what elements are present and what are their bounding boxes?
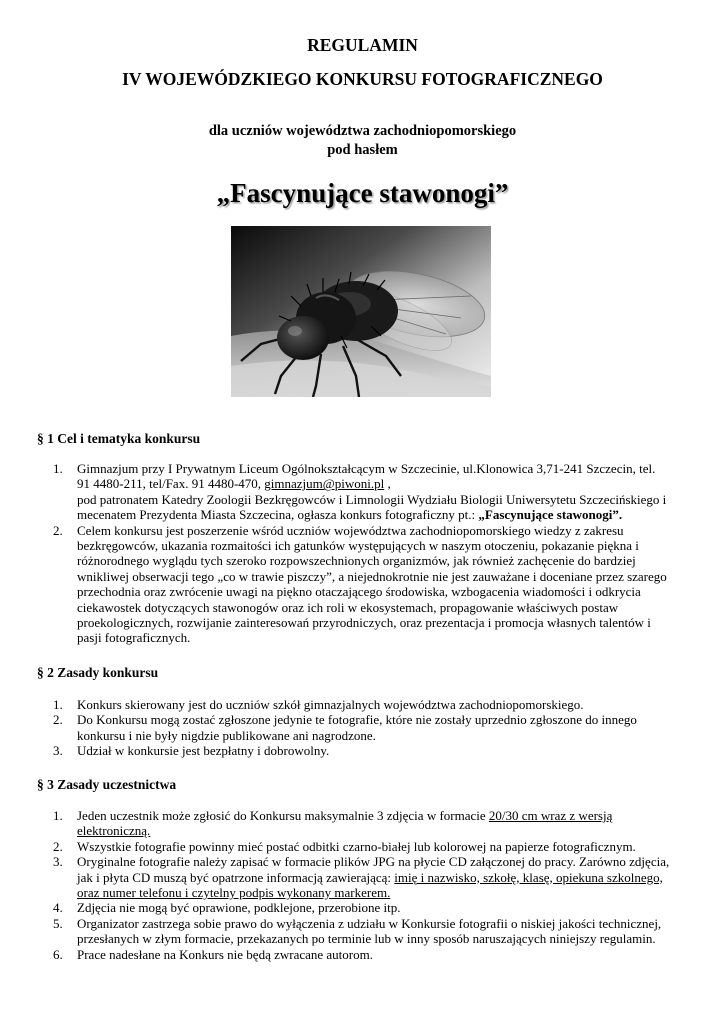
list-item — [53, 697, 693, 712]
item-line: mecenatem Prezydenta Miasta Szczecina, ogłasza konkurs fotograficzny pt.: „Fascynujące stawonogi”. — [77, 507, 623, 523]
item-line: Jeden uczestnik może zgłosić do Konkursu maksymalnie 3 zdjęcia w formacie 20/30 cm wraz z wersją — [77, 808, 613, 823]
item-number: 3. — [53, 743, 63, 759]
item-line: proekologicznych, rozwijanie zainteresowań przyrodniczych, oraz prezentacja i promocja własnych talentów i — [77, 615, 651, 631]
list-item — [53, 523, 693, 646]
section-3-heading: § 3 Zasady uczestnictwa — [37, 777, 177, 792]
item-number: 1. — [53, 697, 63, 712]
contest-motto: „Fascynujące stawonogi” — [216, 178, 509, 208]
list-item — [53, 947, 693, 962]
item-line: Prace nadesłane na Konkurs nie będą zwracane autorom. — [77, 946, 373, 962]
list-item — [53, 808, 693, 839]
contest-name: „Fascynujące stawonogi”. — [478, 507, 623, 523]
item-line: Konkurs skierowany jest do uczniów szkół gimnazjalnych województwa zachodniopomorskiego. — [77, 697, 584, 712]
list-item — [53, 916, 693, 947]
section-3-list — [53, 808, 693, 962]
email-link[interactable]: gimnazjum@piwoni.pl — [264, 476, 385, 492]
item-number: 3. — [53, 854, 63, 870]
item-line: Do Konkursu mogą zostać zgłoszone jedynie te fotografie, które nie zostały uprzednio zgłoszone do innego — [77, 712, 637, 728]
document-title: REGULAMIN — [307, 35, 418, 55]
item-number: 2. — [53, 838, 63, 854]
item-line: przechodnia oraz zwrócenie uwagi na piękno otaczającego środowiska, wzbogacenia wiadomości i odkrycia — [77, 584, 641, 600]
item-line: konkursu i nie były nigdzie publikowane ani nagrodzone. — [77, 727, 376, 743]
item-line: Wszystkie fotografie powinny mieć postać odbitki czarno-białej lub kolorowej na papierze fotograficznym. — [77, 838, 636, 854]
item-number: 5. — [53, 915, 63, 931]
item-number: 1. — [53, 461, 63, 476]
item-line: Oryginalne fotografie należy zapisać w formacie plików JPG na płycie CD załączonej do pracy. Zarówno zdjęcia, — [77, 854, 670, 870]
list-item — [53, 743, 693, 758]
audience-line: dla uczniów województwa zachodniopomorskiego — [208, 123, 517, 139]
item-line: elektroniczną. — [77, 823, 151, 839]
motto-intro-line: pod hasłem — [327, 142, 398, 158]
item-line: Organizator zastrzega sobie prawo do wyłączenia z udziału w Konkursie fotografii o niskiej jakości technicznej, — [77, 915, 662, 931]
list-item — [53, 461, 693, 523]
item-line: wnikliwej obserwacji tego „co w trawie piszczy”, a niejednokrotnie nie jest zauważane i doceniane przez szarego — [77, 568, 667, 584]
fly-photo — [231, 226, 491, 397]
item-line: Udział w konkursie jest bezpłatny i dobrowolny. — [77, 743, 330, 759]
section-1-heading: § 1 Cel i tematyka konkursu — [37, 431, 201, 446]
item-number: 1. — [53, 808, 63, 823]
item-line: oraz numer telefonu i czytelny podpis wykonany markerem. — [77, 885, 391, 901]
item-line: 91 4480-211, tel/Fax. 91 4480-470, gimnazjum@piwoni.pl , — [77, 476, 391, 492]
item-number: 2. — [53, 522, 63, 538]
list-item — [53, 854, 693, 900]
section-1-list — [53, 461, 693, 646]
list-item — [53, 900, 693, 915]
item-line: Gimnazjum przy I Prywatnym Liceum Ogólnokształcącym w Szczecinie, ul.Klonowica 3,71-241 Szczecin, tel. — [77, 461, 656, 476]
item-line: różnorodnego wyglądu tych szeroko rozpowszechnionych organizmów, jak również zachęcenie do bardziej — [77, 553, 636, 569]
item-line: Celem konkursu jest poszerzenie wśród uczniów województwa zachodniopomorskiego wiedzy z zakresu — [77, 522, 624, 538]
section-2-heading: § 2 Zasady konkursu — [37, 665, 159, 680]
item-number: 6. — [53, 946, 63, 962]
list-item — [53, 712, 693, 743]
item-number: 4. — [53, 900, 63, 916]
item-line: jak i płyta CD muszą być opatrzone informacją zawierającą: imię i nazwisko, szkołę, klasę, opiekuna szkolnego, — [77, 869, 663, 885]
item-number: 2. — [53, 712, 63, 728]
item-line: pod patronatem Katedry Zoologii Bezkręgowców i Limnologii Wydziału Biologii Uniwersytetu Szczecińskiego i — [77, 491, 667, 507]
item-line: bezkręgowców, ukazania rozmaitości ich gatunków występujących w naszym otoczeniu, pokazanie piękna i — [77, 538, 639, 554]
list-item — [53, 839, 693, 854]
item-line: przesłanych w złym formacie, przekazanych po terminie lub w inny sposób naruszających niniejszy regulamin. — [77, 931, 656, 947]
item-line: pasji fotograficznych. — [77, 630, 191, 646]
item-line: ciekawostek dotyczących stawonogów oraz ich roli w ekosystemach, propagowanie właściwych postaw — [77, 599, 619, 615]
section-2-list — [53, 697, 693, 759]
item-line: Zdjęcia nie mogą być oprawione, podklejone, przerobione itp. — [77, 900, 401, 916]
document-subtitle: IV WOJEWÓDZKIEGO KONKURSU FOTOGRAFICZNEGO — [122, 69, 603, 89]
